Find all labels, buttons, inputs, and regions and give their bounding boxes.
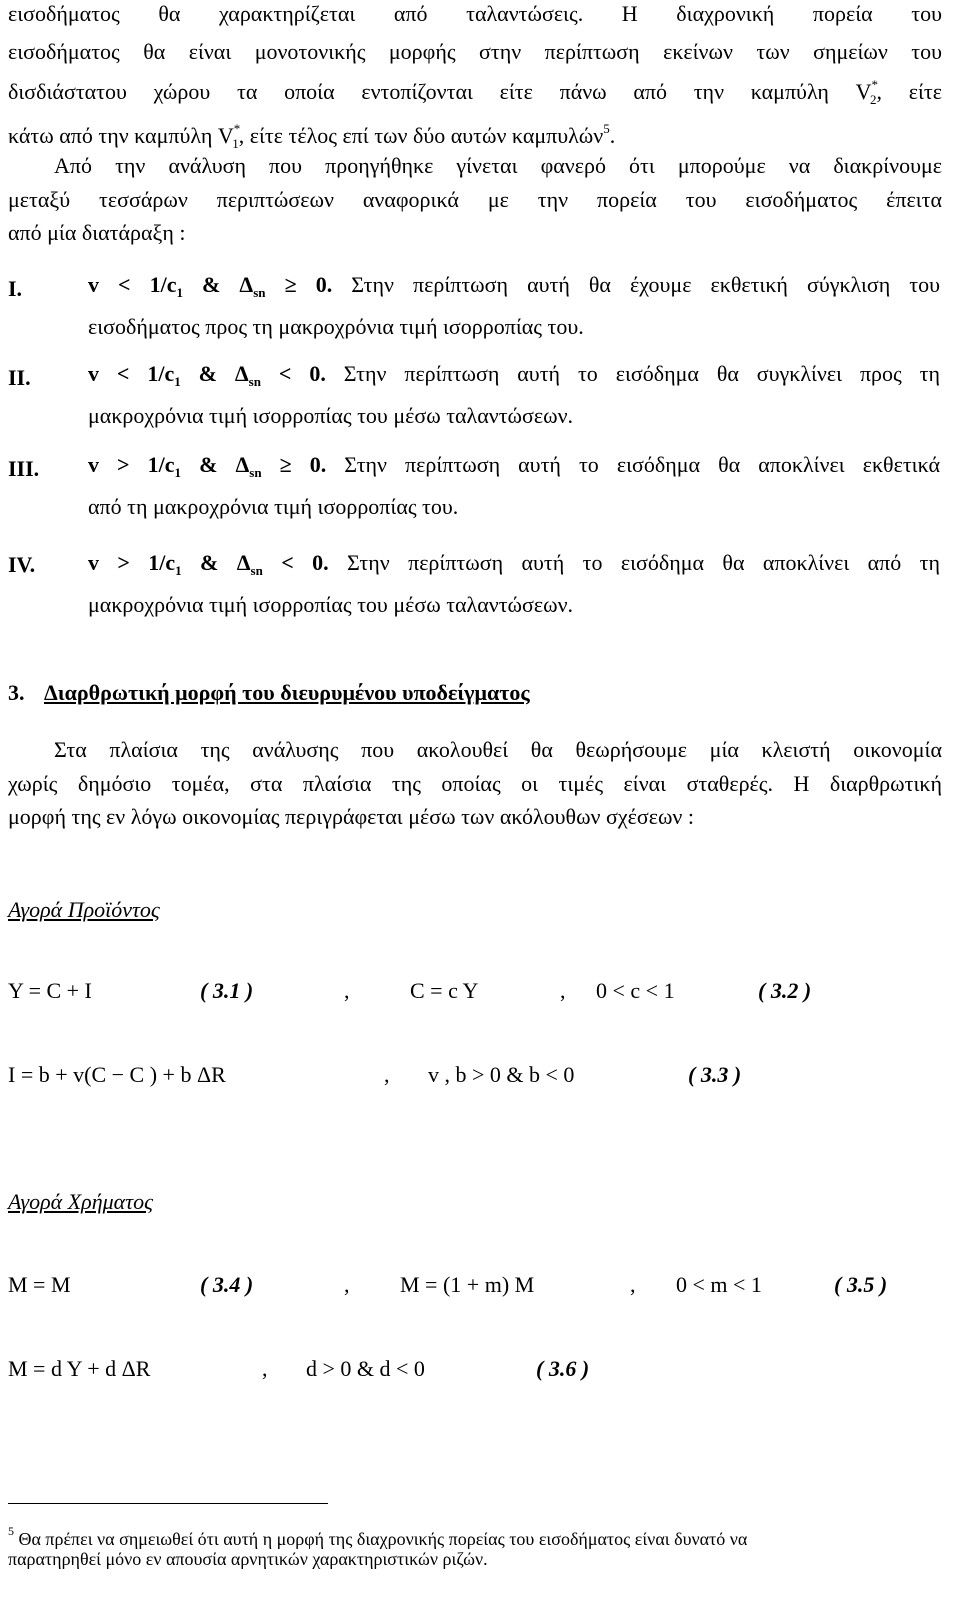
footnote-line1: $^5$ Θα πρέπει να σημειωθεί ότι αυτή η μορφή της διαχρονικής πορείας του εισοδήματος είναι δυνατό να	[8, 1524, 748, 1549]
case-text: $v < 1/c_1$ & $\Delta_{sn} < 0$. Στην περίπτωση αυτή το εισόδημα θα συγκλίνει προς τη μακροχρόνια τιμή ισορροπίας του μέσω ταλαντώσεων.	[88, 361, 940, 428]
paragraph1-line3: δισδιάστατου χώρου τα οποία εντοπίζονται είτε πάνω από την καμπύλη $V^*_2$, είτε	[8, 77, 942, 107]
case-number: III.	[8, 456, 40, 481]
section-number: 3.	[8, 680, 25, 705]
equation-label-3-1: ( 3.1 )	[200, 978, 254, 1003]
money-market-heading: Αγορά Χρήματος	[8, 1189, 154, 1214]
paragraph2-line3: από μία διατάραξη :	[8, 220, 186, 245]
equation-3-5-condition: 0 < m < 1	[676, 1272, 762, 1297]
paragraph2-line2: μεταξύ τεσσάρων περιπτώσεων αναφορικά με την πορεία του εισοδήματος έπειτα	[8, 187, 942, 212]
equation-3-5: M = (1 + m) M	[400, 1272, 535, 1297]
paragraph1-line2: εισοδήματος θα είναι μονοτονικής μορφής στην περίπτωση εκείνων των σημείων του	[8, 39, 942, 64]
product-market-heading: Αγορά Προϊόντος	[8, 897, 160, 922]
case-number: II.	[8, 365, 31, 390]
comma: ,	[344, 1272, 350, 1297]
case-text: $v > 1/c_1$ & $\Delta_{sn} \ge 0$. Στην περίπτωση αυτή το εισόδημα θα αποκλίνει εκθετικά από τη μακροχρόνια τιμή ισορροπίας του.	[88, 452, 940, 519]
comma: ,	[384, 1062, 390, 1087]
case-number: I.	[8, 276, 23, 301]
comma: ,	[560, 978, 566, 1003]
paragraph3-line3: μορφή της εν λόγω οικονομίας περιγράφεται μέσω των ακόλουθων σχέσεων :	[8, 804, 694, 829]
case-text: $v < 1/c_1$ & $\Delta_{sn} \ge 0$. Στην περίπτωση αυτή θα έχουμε εκθετική σύγκλιση του εισοδήματος προς τη μακροχρόνια τιμή ισορροπίας του.	[88, 272, 941, 339]
footnote-mark: 5	[8, 1524, 14, 1538]
paragraph1-line1: εισοδήματος θα χαρακτηρίζεται από ταλαντώσεις. Η διαχρονική πορεία του	[8, 1, 942, 26]
equation-3-6: M = d Y + d ΔR	[8, 1356, 151, 1381]
paragraph2-line1: Από την ανάλυση που προηγήθηκε γίνεται φανερό ότι μπορούμε να διακρίνουμε	[54, 153, 942, 178]
equation-label-3-5: ( 3.5 )	[834, 1272, 888, 1297]
case-text: $v > 1/c_1$ & $\Delta_{sn} < 0$. Στην περίπτωση αυτή το εισόδημα θα αποκλίνει από τη μακροχρόνια τιμή ισορροπίας του μέσω ταλαντώσεων.	[88, 550, 941, 617]
comma: ,	[262, 1356, 268, 1381]
footnote-line2: παρατηρηθεί μόνο εν απουσία αρνητικών χαρακτηριστικών ριζών.	[8, 1549, 488, 1569]
equation-3-4: M = M	[8, 1272, 71, 1297]
equation-label-3-2: ( 3.2 )	[758, 978, 812, 1003]
equation-label-3-3: ( 3.3 )	[688, 1062, 742, 1087]
equation-3-1: Y = C + I	[8, 978, 92, 1003]
footnote-divider	[8, 1503, 328, 1504]
paragraph3-line1: Στα πλαίσια της ανάλυσης που ακολουθεί θα θεωρήσουμε μία κλειστή οικονομία	[54, 737, 942, 762]
case-number: IV.	[8, 552, 36, 577]
comma: ,	[344, 978, 350, 1003]
section-title: Διαρθρωτική μορφή του διευρυμένου υποδείγματος	[44, 680, 530, 705]
equation-label-3-4: ( 3.4 )	[200, 1272, 254, 1297]
equation-3-6-condition: d > 0 & d < 0	[306, 1356, 425, 1381]
equation-label-3-6: ( 3.6 )	[536, 1356, 590, 1381]
equation-3-3-condition: v , b > 0 & b < 0	[428, 1062, 575, 1087]
equation-3-2: C = c Y	[410, 978, 479, 1003]
paragraph1-line4: κάτω από την καμπύλη $V^*_1$, είτε τέλος επί των δύο αυτών καμπυλών$^5$.	[8, 121, 616, 151]
equation-3-3: I = b + v(C − C ) + b ΔR	[8, 1062, 226, 1087]
footnote-ref: 5	[603, 121, 610, 136]
comma: ,	[630, 1272, 636, 1297]
equation-3-2-condition: 0 < c < 1	[596, 978, 675, 1003]
paragraph3-line2: χωρίς δημόσιο τομέα, στα πλαίσια της οποίας οι τιμές είναι σταθερές. Η διαρθρωτική	[8, 771, 942, 796]
